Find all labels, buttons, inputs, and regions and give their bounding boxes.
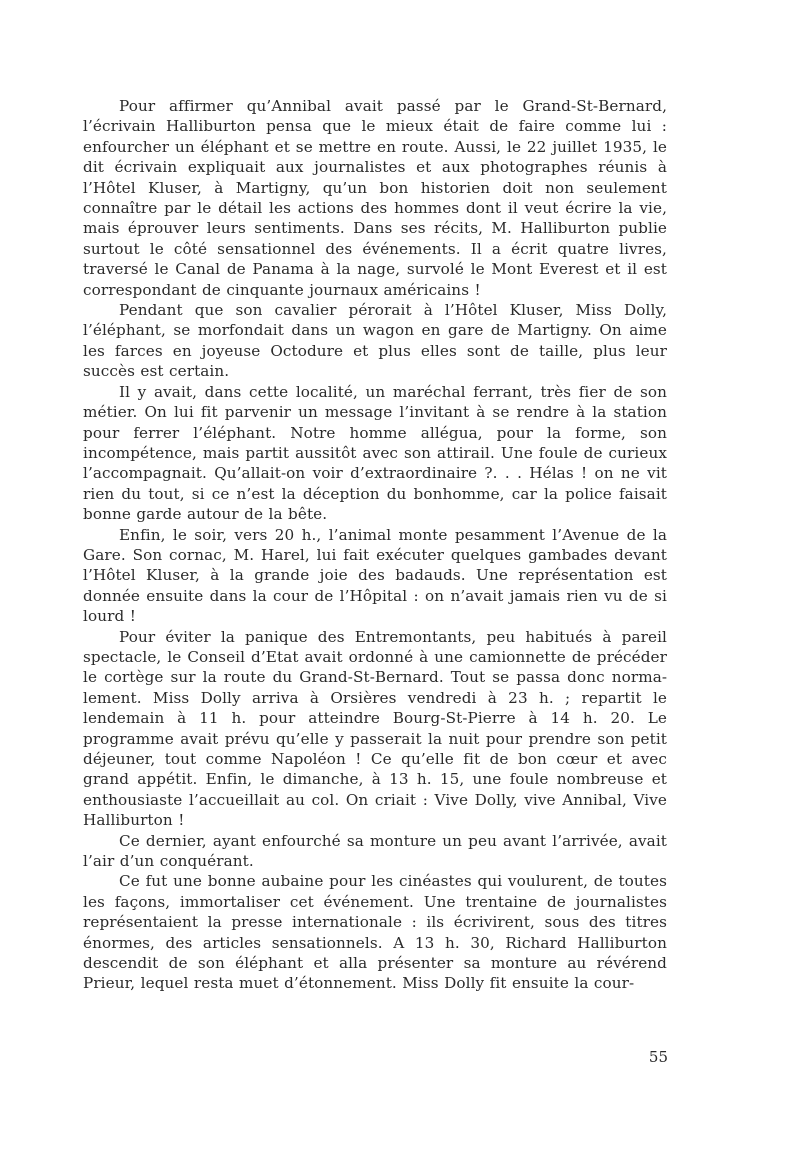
paragraph-7: Ce fut une bonne aubaine pour les cinéastes qui voulurent, de toutes les façons, immortaliser cet événement. Une trentaine de journalistes représentaient la presse internationale : ils écrivirent, sous des titres énormes, des articles sensationnels. A 13 h. 30, Richard Halliburton descendit de son éléphant et alla présenter sa monture au révérend Prieur, lequel resta muet d’étonnement. Miss Dolly fit ensuite la cour- <box>83 872 667 993</box>
paragraph-1: Pour affirmer qu’Annibal avait passé par le Grand-St-Bernard, l’écrivain Halliburton pensa que le mieux était de faire comme lui : enfourcher un éléphant et se mettre en route. Aussi, le 22 juillet 1935, le dit écrivain expliquait aux journalistes et aux photographes réunis à l’Hôtel Kluser, à Martigny, qu’un bon historien doit non seulement connaître par le détail les actions des hommes dont il veut écrire la vie, mais éprouver leurs sentiments. Dans ses récits, M. Halliburton publie surtout le côté sensationnel des événements. Il a écrit quatre livres, traversé le Canal de Panama à la nage, survolé le Mont Everest et il est correspondant de cinquante journaux américains ! <box>83 97 667 299</box>
page-body <box>83 96 667 994</box>
paragraph-3: Il y avait, dans cette localité, un maréchal ferrant, très fier de son métier. On lui fit parvenir un message l’invitant à se rendre à la station pour ferrer l’éléphant. Notre homme allégua, pour la forme, son incompétence, mais partit aussitôt avec son attirail. Une foule de curieux l’accompagnait. Qu’allait-on voir d’extraordinaire ?. . . Hélas ! on ne vit rien du tout, si ce n’est la déception du bonhomme, car la police faisait bonne garde autour de la bête. <box>83 382 667 524</box>
paragraph-4: Enfin, le soir, vers 20 h., l’animal monte pesamment l’Avenue de la Gare. Son cornac, M. Harel, lui fait exécuter quelques gambades devant l’Hôtel Kluser, à la grande joie des badauds. Une représentation est donnée ensuite dans la cour de l’Hôpital : on n’avait jamais rien vu de si lourd ! <box>83 525 667 626</box>
paragraph-6: Ce dernier, ayant enfourché sa monture un peu avant l’arrivée, avait l’air d’un conquérant. <box>83 831 667 871</box>
paragraph-5: Pour éviter la panique des Entremontants, peu habitués à pareil spectacle, le Conseil d’Etat avait ordonné à une camionnette de précéder le cortège sur la route du Grand-St-Bernard. Tout se passa donc normalement. Miss Dolly arriva à Orsières vendredi à 23 h. ; repartit le lendemain à 11 h. pour atteindre Bourg-St-Pierre à 14 h. 20. Le programme avait prévu qu’elle y passerait la nuit pour prendre son petit déjeuner, tout comme Napoléon ! Ce qu’elle fit de bon cœur et avec grand appétit. Enfin, le dimanche, à 13 h. 15, une foule nombreuse et enthousiaste l’accueillait au col. On criait : Vive Dolly, vive Annibal, Vive Halliburton ! <box>83 627 667 830</box>
paragraph-2: Pendant que son cavalier pérorait à l’Hôtel Kluser, Miss Dolly, l’éléphant, se morfondait dans un wagon en gare de Martigny. On aime les farces en joyeuse Octodure et plus elles sont de taille, plus leur succès est certain. <box>83 301 667 381</box>
page-number: 55 <box>648 1048 668 1066</box>
